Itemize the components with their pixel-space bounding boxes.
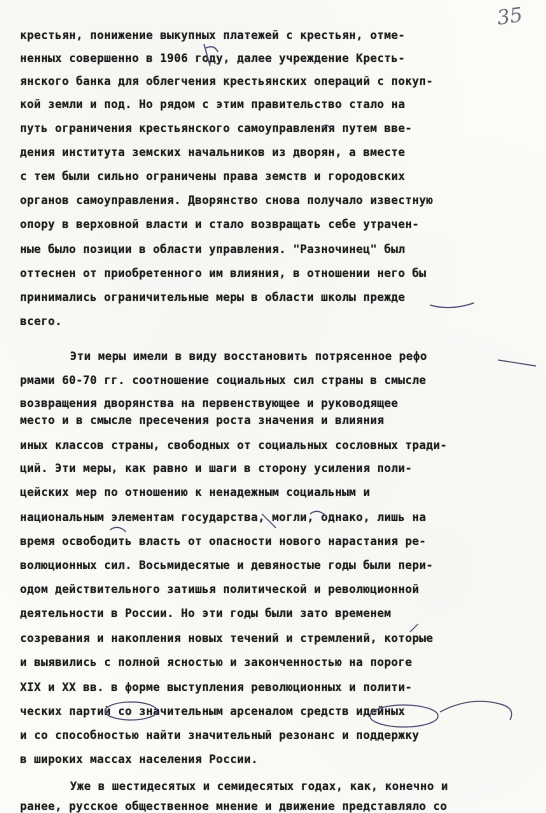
text-line: возвращения дворянства на первенствующее и руководящее xyxy=(20,397,399,410)
text-line: ческих партий со значительным арсеналом средств идейных xyxy=(20,705,406,718)
text-line: крестьян, понижение выкупных платежей с крестьян, отме- xyxy=(20,29,406,42)
text-line: XIX и XX вв. в форме выступления революционных и полити- xyxy=(20,681,413,694)
text-line: одом действительного затишья политической и революционной xyxy=(20,583,420,596)
text-line: волюционных сил. Восьмидесятые и девяностые годы были пери- xyxy=(20,559,434,572)
handwritten-underline xyxy=(430,303,474,308)
text-line: Эти меры имели в виду восстановить потрясенное рефо xyxy=(70,350,428,363)
text-line: кой земли и под. Но рядом с этим правительство стало на xyxy=(20,98,406,111)
text-line: опору в верховной власти и стало возвращать себе утрачен- xyxy=(20,218,420,231)
text-line: принимались ограничительные меры в области школы прежде xyxy=(20,291,406,304)
text-line: оттеснен от приобретенного им влияния, в отношении него бы xyxy=(20,267,427,280)
text-line: рмами 60-70 гг. соотношение социальных сил страны в смысле xyxy=(20,374,427,387)
text-line: Уже в шестидесятых и семидесятых годах, как, конечно и xyxy=(70,780,449,793)
page-number: 35 xyxy=(495,2,524,30)
text-line: всего. xyxy=(20,315,63,328)
text-line: деятельности в России. Но эти годы были зато временем xyxy=(20,607,392,620)
text-line: цейских мер по отношению к ненадежным социальным и xyxy=(20,486,371,499)
text-line: и выявились с полной ясностью и законченностью на пороге xyxy=(20,656,413,669)
text-line: созревания и накопления новых течений и стремлений, которые xyxy=(20,632,434,645)
text-line: с тем были сильно ограничены права земств и городовских xyxy=(20,170,406,183)
text-line: местo и в смысле пресечения роста значения и влияния xyxy=(20,414,385,427)
handwritten-correction-mark xyxy=(110,527,126,532)
text-line: иных классов страны, свободных от социальных сословных тради- xyxy=(20,439,448,452)
handwritten-arrow xyxy=(440,701,512,720)
text-line: ций. Эти меры, как равно и шаги в сторону усиления поли- xyxy=(20,462,413,475)
text-line: органов самоуправления. Дворянство снова получало известную xyxy=(20,194,434,207)
handwritten-correction-mark xyxy=(410,624,418,632)
text-line: и со способностью найти значительный резонанс и поддержку xyxy=(20,729,420,742)
text-line: национальным элементам государства, могли, однако, лишь на xyxy=(20,511,427,524)
text-line: в широких массах населения России. xyxy=(20,753,259,766)
text-line: дения института земских начальников из дворян, а вместе xyxy=(20,146,406,159)
text-line: ранее, русское общественное мнение и движение представляло со xyxy=(20,800,448,813)
strike-through-mark xyxy=(498,360,536,366)
text-line: ненных совершенно в 1906 году, далее учреждение Кресть- xyxy=(20,52,406,65)
text-line: путь ограничения крестьянского самоуправления путем вве- xyxy=(20,122,413,135)
text-line: время освободить власть от опасности нового нарастания ре- xyxy=(20,535,427,548)
text-line: ные было позиции в области управления. "Разночинец" был xyxy=(20,243,406,256)
text-line: янского банка для облегчения крестьянских операций с покуп- xyxy=(20,75,434,88)
